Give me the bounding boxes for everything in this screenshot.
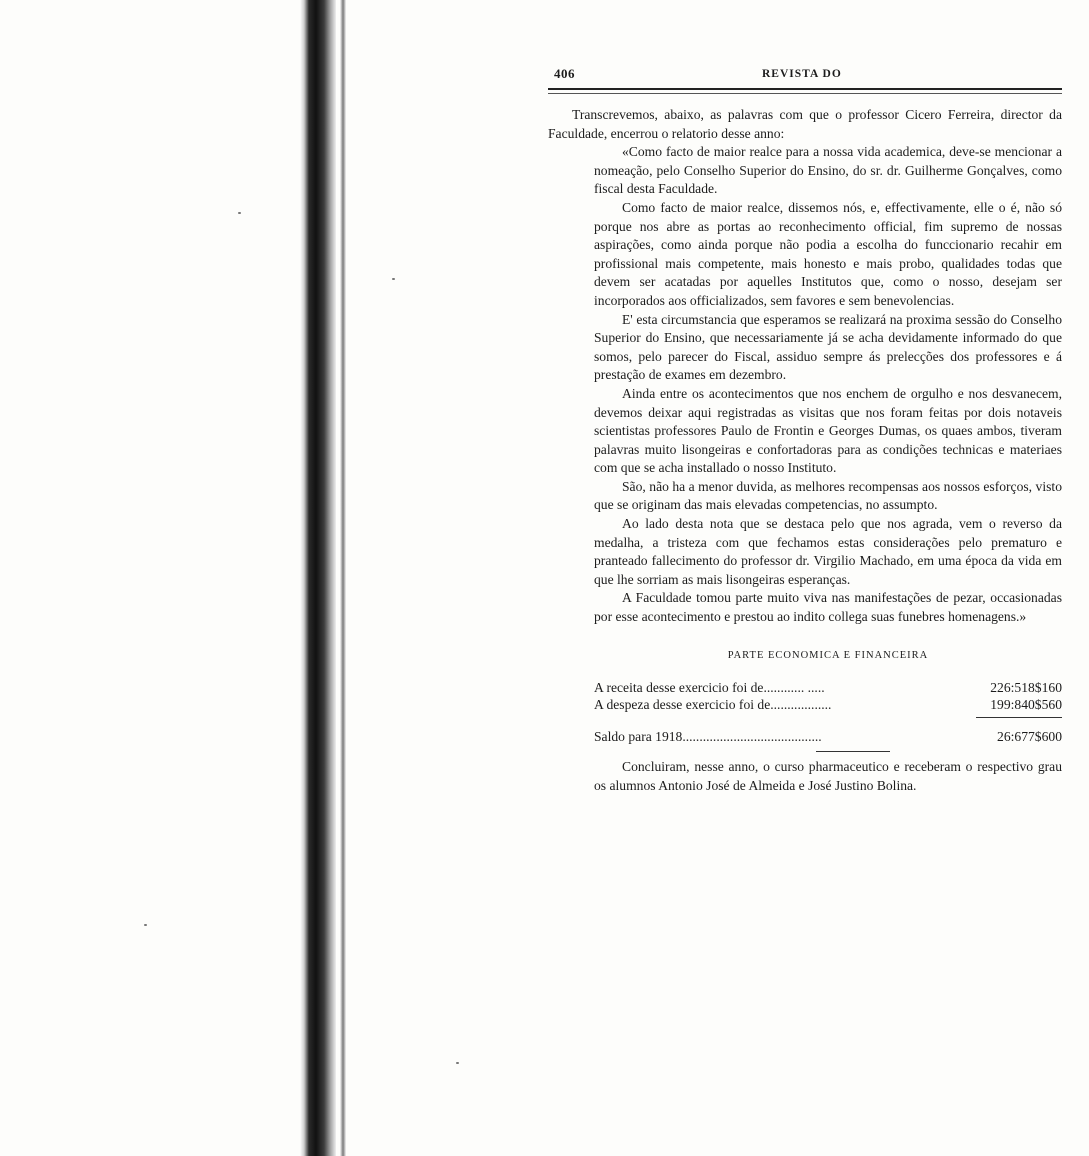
despeza-value: 199:840$560 bbox=[990, 697, 1062, 713]
despeza-row bbox=[594, 696, 1062, 713]
financial-ledger bbox=[594, 679, 1062, 752]
page-header bbox=[548, 62, 1062, 86]
quote-paragraph: São, não ha a menor duvida, as melhores recompensas aos nossos esforços, visto que se originam das mais elevadas competencias, no assumpto. bbox=[594, 478, 1062, 513]
quote-paragraph: «Como facto de maior realce para a nossa vida academica, deve-se mencionar a nomeação, pelo Conselho Superior do Ensino, do sr. dr. Guilherme Gonçalves, como fiscal desta Faculdade. bbox=[594, 144, 1062, 197]
page-number: 406 bbox=[554, 66, 575, 81]
quote-paragraph: A Faculdade tomou parte muito viva nas manifestações de pezar, occasionadas por esse acontecimento e prestou ao indito collega suas funebres homenagens.» bbox=[594, 590, 1062, 625]
quote-paragraph: Como facto de maior realce, dissemos nós, e, effectivamente, elle o é, não só porque nos abre as portas ao reconhecimento official, fim supremo de nossas aspirações, como ainda porque não podia a escolha do funccionario recahir em profissional mais competente, mais honesto e mais probo, qualidades todas que devem ser acatadas por aquelles Institutos que, como o nosso, desejam ser incorporados aos officializados, sem favores e sem benevolencias. bbox=[594, 199, 1062, 308]
book-spine bbox=[300, 0, 336, 1156]
paper-speck bbox=[392, 278, 395, 280]
header-rule bbox=[548, 88, 1062, 94]
saldo-row bbox=[594, 726, 1062, 748]
quote-paragraph: E' esta circumstancia que esperamos se realizará na proxima sessão do Conselho Superior do Ensino, que necessariamente já se acha devidamente informado do que somos, pelo parecer do Fiscal, assiduo sempre ás prelecções dos professores e á prestação de exames em dezembro. bbox=[594, 311, 1062, 383]
receita-row bbox=[594, 679, 1062, 696]
running-title: REVISTA DO bbox=[762, 68, 842, 80]
sum-rule bbox=[976, 717, 1062, 718]
book-page bbox=[548, 62, 1062, 795]
paper-speck bbox=[238, 212, 241, 214]
director-quote bbox=[548, 143, 1062, 626]
book-gutter bbox=[340, 0, 346, 1156]
closing-section bbox=[548, 758, 1062, 795]
intro-paragraph: Transcrevemos, abaixo, as palavras com que o professor Cicero Ferreira, director da Faculdade, encerrou o relatorio desse anno: bbox=[548, 107, 1062, 141]
despeza-label: A despeza desse exercicio foi de.................. bbox=[594, 697, 832, 713]
separator-rule bbox=[816, 751, 890, 752]
page-body bbox=[548, 106, 1062, 795]
paper-speck bbox=[456, 1062, 459, 1064]
section-title: PARTE ECONOMICA E FINANCEIRA bbox=[727, 649, 929, 661]
closing-paragraph: Concluiram, nesse anno, o curso pharmaceutico e receberam o respectivo grau os alumnos Antonio José de Almeida e José Justino Bolina. bbox=[594, 759, 1062, 793]
saldo-label: Saldo para 1918......................................... bbox=[594, 729, 822, 745]
receita-value: 226:518$160 bbox=[990, 680, 1062, 696]
paper-speck bbox=[144, 924, 147, 926]
quote-paragraph: Ainda entre os acontecimentos que nos enchem de orgulho e nos desvanecem, devemos deixar aqui registradas as visitas que nos foram feitas por dois notaveis scientistas professores Paulo de Frontin e Georges Dumas, os quaes ambos, tiveram palavras muito lisongeiras e confortadoras para as condições technicas e materiaes com que se acha installado o nosso Instituto. bbox=[594, 385, 1062, 476]
quote-paragraph: Ao lado desta nota que se destaca pelo que nos agrada, vem o reverso da medalha, a tristeza com que fechamos estas considerações pelo prematuro e pranteado fallecimento do professor dr. Virgilio Machado, em uma época da vida em que lhe sorriam as mais lisongeiras esperanças. bbox=[594, 516, 1062, 587]
saldo-value: 26:677$600 bbox=[997, 729, 1062, 745]
receita-label: A receita desse exercicio foi de............ ..... bbox=[594, 680, 825, 696]
